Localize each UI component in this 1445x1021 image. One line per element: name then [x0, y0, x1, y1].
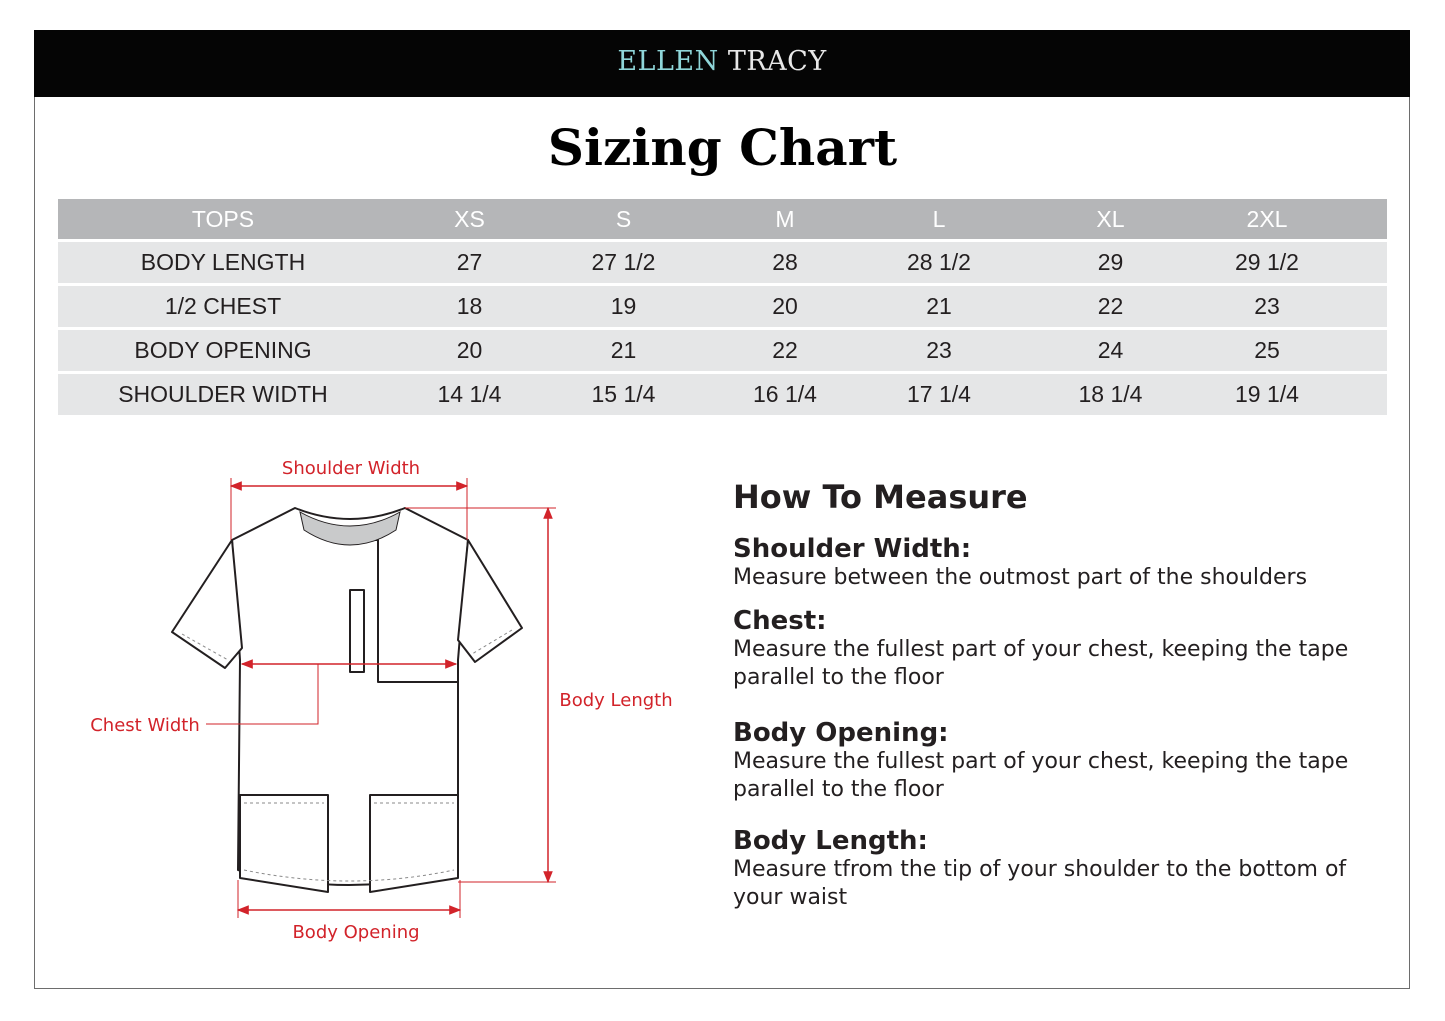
- header-cell: L: [932, 205, 946, 232]
- shoulder-width-label: Shoulder Width: [281, 458, 421, 479]
- table-cell: 27 1/2: [591, 249, 656, 275]
- row-label: SHOULDER WIDTH: [118, 381, 328, 407]
- row-label: 1/2 CHEST: [164, 293, 282, 319]
- table-cell: 28 1/2: [907, 249, 971, 275]
- page-title: Sizing Chart: [547, 118, 898, 177]
- section-body-opening: [733, 718, 1373, 804]
- section-text: Measure tfrom the tip of your shoulder to the bottom of your waist: [733, 857, 1347, 910]
- brand-name-part2: TRACY: [727, 46, 827, 77]
- chest-width-label: Chest Width: [90, 715, 200, 736]
- brand-logo: [34, 46, 1410, 77]
- section-title: Shoulder Width:: [733, 534, 972, 564]
- table-cell: 21: [926, 293, 952, 319]
- body-opening-measure: [238, 880, 460, 943]
- garment-diagram: [80, 450, 700, 960]
- body-opening-label: Body Opening: [292, 922, 420, 943]
- table-cell: 24: [1097, 337, 1124, 363]
- how-to-measure: [733, 478, 1373, 926]
- row-label: BODY LENGTH: [140, 249, 306, 275]
- header-cell: S: [615, 205, 632, 232]
- shirt-outline: [172, 508, 522, 892]
- table-row: [58, 374, 1387, 415]
- table-row: [58, 286, 1387, 327]
- header-cell: XS: [454, 205, 485, 232]
- header-cell: 2XL: [1246, 205, 1288, 232]
- table-cell: 15 1/4: [591, 381, 656, 407]
- table-cell: 18: [456, 293, 483, 319]
- section-text: Measure the fullest part of your chest, keeping the tape parallel to the floor: [733, 749, 1349, 802]
- section-title: Body Opening:: [733, 718, 949, 748]
- table-cell: 20: [456, 337, 483, 363]
- section-text: Measure the fullest part of your chest, keeping the tape parallel to the floor: [733, 637, 1349, 690]
- table-cell: 23: [1254, 293, 1280, 319]
- table-cell: 16 1/4: [753, 381, 817, 407]
- table-cell: 14 1/4: [437, 381, 502, 407]
- table-cell: 29: [1097, 249, 1124, 275]
- section-title: Body Length:: [733, 826, 928, 856]
- table-cell: 29 1/2: [1235, 249, 1299, 275]
- table-cell: 18 1/4: [1078, 381, 1143, 407]
- table-cell: 22: [1097, 293, 1124, 319]
- header-cell: TOPS: [191, 205, 255, 232]
- table-cell: 17 1/4: [907, 381, 971, 407]
- table-header-row: [58, 199, 1387, 239]
- section-text: Measure between the outmost part of the shoulders: [733, 565, 1308, 590]
- brand-name-part1: ELLEN: [617, 46, 719, 77]
- header-cell: M: [775, 205, 795, 232]
- table-cell: 19: [610, 293, 637, 319]
- how-to-heading: How To Measure: [733, 478, 1028, 516]
- table-cell: 27: [456, 249, 483, 275]
- row-label: BODY OPENING: [134, 337, 312, 363]
- brand-bar: [34, 30, 1410, 97]
- table-row: [58, 242, 1387, 283]
- table-cell: 25: [1254, 337, 1280, 363]
- table-cell: 21: [610, 337, 637, 363]
- table-cell: 22: [772, 337, 798, 363]
- table-cell: 23: [926, 337, 952, 363]
- section-shoulder-width: [733, 534, 1373, 592]
- table-cell: 19 1/4: [1235, 381, 1299, 407]
- table-cell: 20: [772, 293, 798, 319]
- header-cell: XL: [1096, 205, 1125, 232]
- body-length-label: Body Length: [559, 690, 673, 711]
- section-body-length: [733, 826, 1373, 912]
- section-chest: [733, 606, 1373, 692]
- section-title: Chest:: [733, 606, 827, 636]
- size-table: [58, 199, 1387, 418]
- table-cell: 28: [772, 249, 798, 275]
- table-row: [58, 330, 1387, 371]
